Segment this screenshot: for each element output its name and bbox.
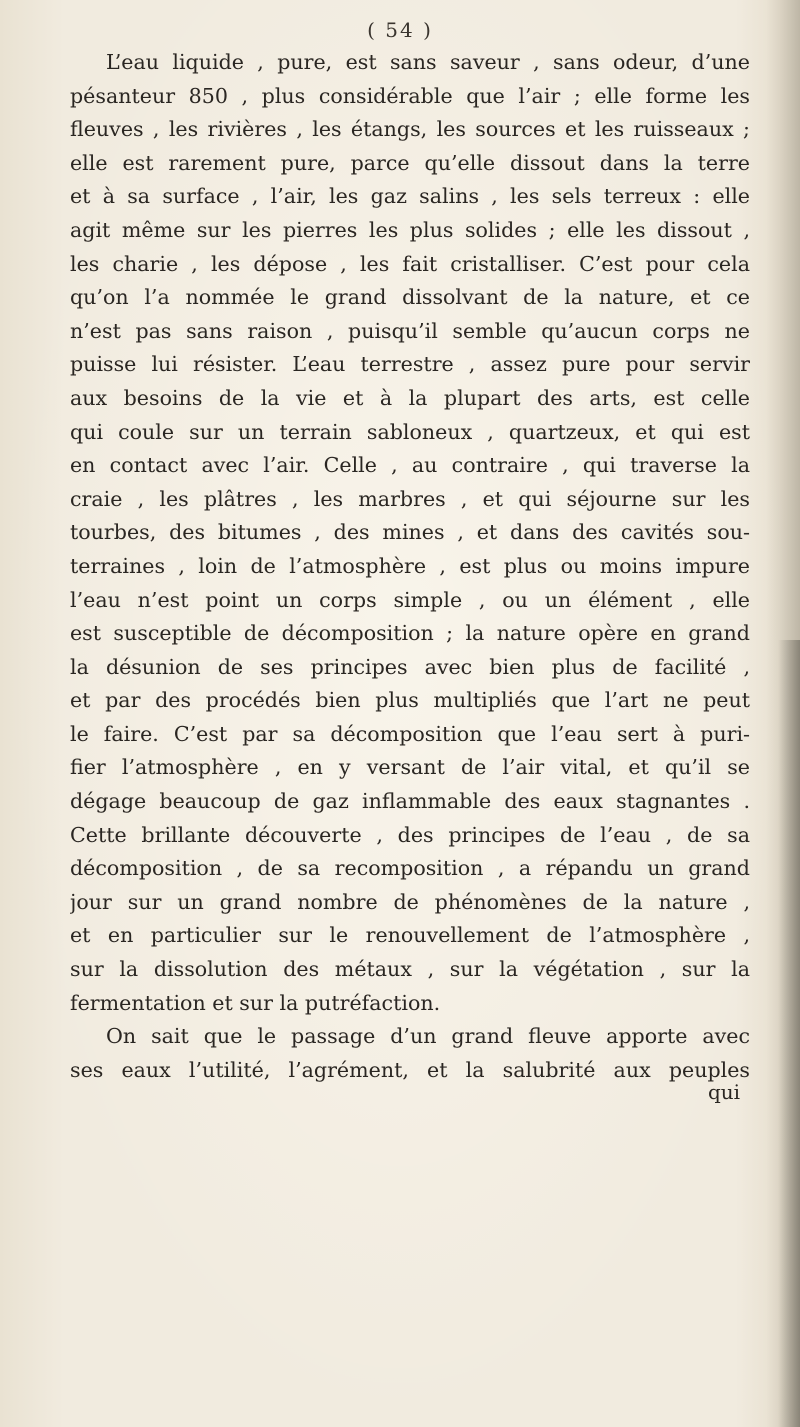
text-line: agit même sur les pierres les plus solides ; elle les dissout , bbox=[70, 217, 750, 242]
text-line: ses eaux l’utilité, l’agrément, et la salubrité aux peuples bbox=[70, 1057, 750, 1082]
text-line: l’eau n’est point un corps simple , ou un élément , elle bbox=[70, 587, 750, 612]
text-line: elle est rarement pure, parce qu’elle dissout dans la terre bbox=[70, 150, 750, 175]
text-line: qu’on l’a nommée le grand dissolvant de la nature, et ce bbox=[70, 285, 750, 310]
text-line: et par des procédés bien plus multipliés que l’art ne peut bbox=[70, 688, 750, 713]
text-line: le faire. C’est par sa décomposition que l’eau sert à puri- bbox=[70, 721, 750, 746]
text-line: est susceptible de décomposition ; la nature opère en grand bbox=[70, 621, 750, 646]
text-line: les charie , les dépose , les fait cristalliser. C’est pour cela bbox=[70, 251, 750, 276]
text-line: fleuves , les rivières , les étangs, les sources et les ruisseaux ; bbox=[70, 117, 750, 142]
text-line: terraines , loin de l’atmosphère , est plus ou moins impure bbox=[70, 553, 750, 578]
text-line: la désunion de ses principes avec bien plus de facilité , bbox=[70, 654, 750, 679]
text-line: fermentation et sur la putréfaction. bbox=[70, 990, 441, 1015]
text-line: tourbes, des bitumes , des mines , et dans des cavités sou- bbox=[70, 520, 750, 545]
text-line: sur la dissolution des métaux , sur la végétation , sur la bbox=[70, 957, 750, 982]
text-line: dégage beaucoup de gaz inflammable des eaux stagnantes . bbox=[70, 789, 750, 814]
text-line: L’eau liquide , pure, est sans saveur , sans odeur, d’une bbox=[106, 50, 750, 74]
text-line: n’est pas sans raison , puisqu’il semble qu’aucun corps ne bbox=[70, 318, 750, 343]
text-line: craie , les plâtres , les marbres , et qui séjourne sur les bbox=[70, 486, 750, 511]
text-line: qui coule sur un terrain sabloneux , quartzeux, et qui est bbox=[70, 419, 750, 444]
text-line: en contact avec l’air. Celle , au contraire , qui traverse la bbox=[70, 453, 750, 478]
text-line: et à sa surface , l’air, les gaz salins , les sels terreux : elle bbox=[70, 184, 750, 209]
page-number: ( 54 ) bbox=[367, 18, 433, 42]
text-line: fier l’atmosphère , en y versant de l’air vital, et qu’il se bbox=[70, 755, 750, 780]
page-edge-dark-strip bbox=[778, 640, 800, 1427]
text-line: puisse lui résister. L’eau terrestre , assez pure pour servir bbox=[70, 352, 750, 377]
catchword: qui bbox=[708, 1080, 741, 1104]
text-line: Cette brillante découverte , des principes de l’eau , de sa bbox=[70, 822, 750, 847]
text-line: et en particulier sur le renouvellement de l’atmosphère , bbox=[70, 923, 750, 948]
text-line: décomposition , de sa recomposition , a répandu un grand bbox=[70, 856, 750, 881]
text-line: jour sur un grand nombre de phénomènes de la nature , bbox=[70, 889, 750, 914]
text-line: On sait que le passage d’un grand fleuve apporte avec bbox=[106, 1024, 750, 1049]
text-line: pésanteur 850 , plus considérable que l’air ; elle forme les bbox=[70, 83, 750, 108]
body-text bbox=[70, 46, 750, 1087]
text-line: aux besoins de la vie et à la plupart des arts, est celle bbox=[70, 385, 750, 410]
